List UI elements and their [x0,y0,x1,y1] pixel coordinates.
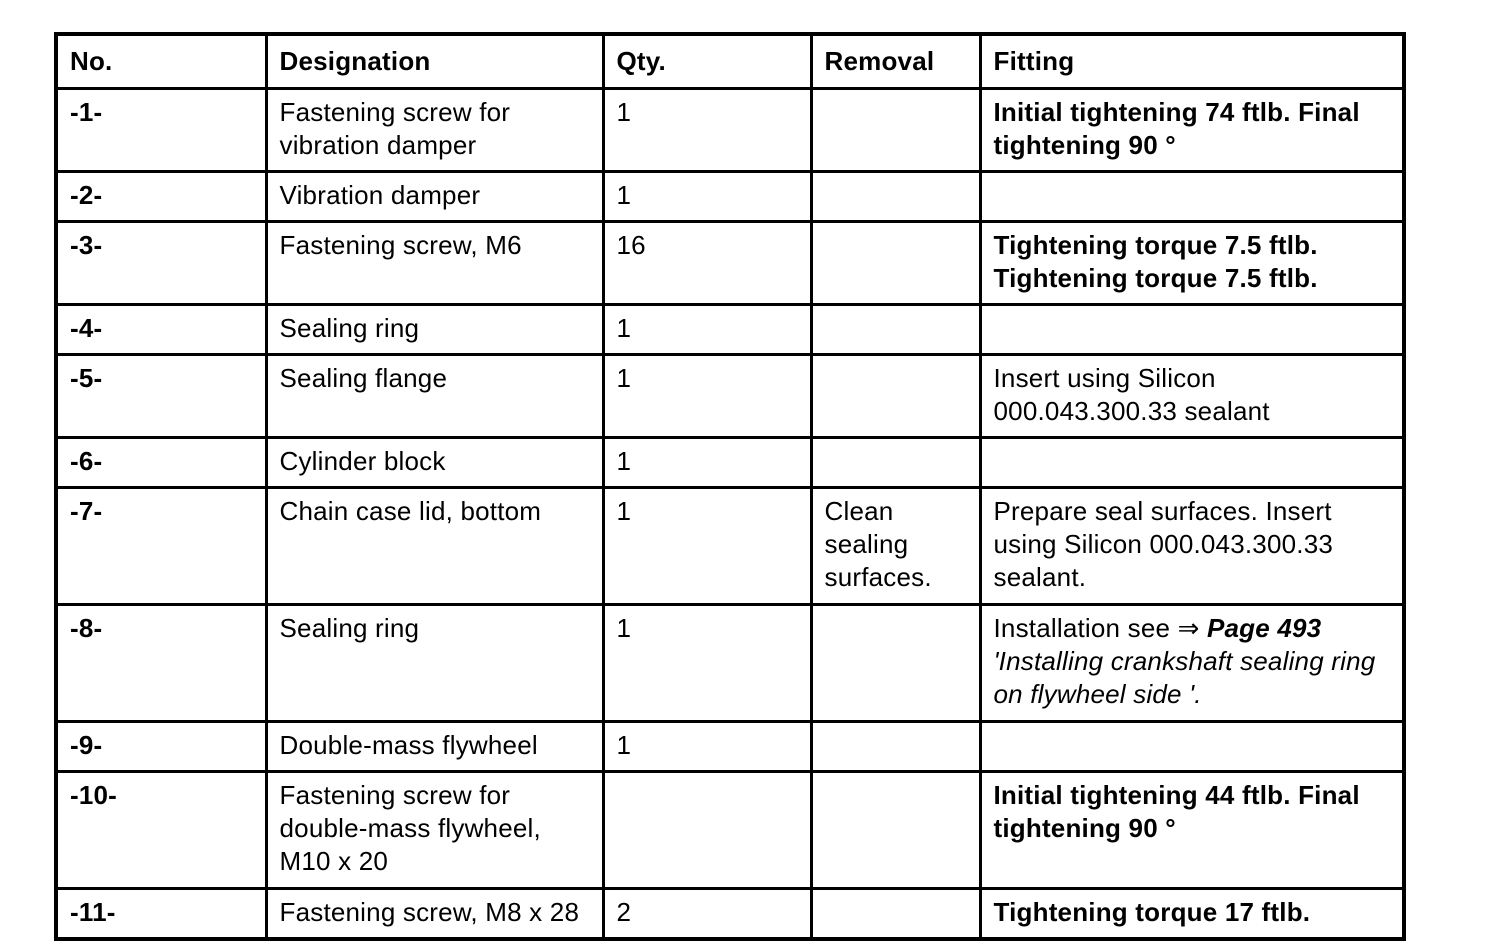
cell-designation: Sealing ring [266,305,603,355]
cell-qty: 1 [603,438,811,488]
header-designation: Designation [266,34,603,89]
cell-fitting [980,438,1404,488]
cell-no: -10- [56,772,266,889]
cell-designation: Double-mass flywheel [266,722,603,772]
cell-fitting: Prepare seal surfaces. Insert using Silicon 000.043.300.33 sealant. [980,488,1404,605]
cell-removal [811,722,980,772]
cell-qty: 1 [603,488,811,605]
cell-qty: 1 [603,605,811,722]
table-row [56,89,1404,172]
cell-designation: Fastening screw for vibration damper [266,89,603,172]
table-row [56,889,1404,940]
cell-no: -7- [56,488,266,605]
cell-qty: 1 [603,89,811,172]
page-reference-link[interactable] [1207,613,1321,643]
cell-qty: 16 [603,222,811,305]
cell-qty: 1 [603,722,811,772]
cell-fitting [980,605,1404,722]
header-qty: Qty. [603,34,811,89]
cell-no: -5- [56,355,266,438]
cell-fitting: Tightening torque 17 ftlb. [980,889,1404,940]
cell-fitting: Insert using Silicon 000.043.300.33 sealant [980,355,1404,438]
table-row [56,172,1404,222]
parts-table [54,32,1406,941]
header-removal: Removal [811,34,980,89]
cell-no: -9- [56,722,266,772]
header-fitting: Fitting [980,34,1404,89]
cell-designation: Fastening screw, M8 x 28 [266,889,603,940]
cell-removal [811,172,980,222]
cell-no: -4- [56,305,266,355]
cell-fitting: Tightening torque 7.5 ftlb. Tightening torque 7.5 ftlb. [980,222,1404,305]
table-row [56,722,1404,772]
cell-removal [811,89,980,172]
cell-qty: 1 [603,305,811,355]
cell-no: -1- [56,89,266,172]
table-row [56,222,1404,305]
cell-designation: Sealing ring [266,605,603,722]
table-row [56,438,1404,488]
table-row [56,772,1404,889]
cell-fitting [980,172,1404,222]
page-reference-title[interactable]: 'Installing crankshaft sealing ring on flywheel side '. [993,646,1376,709]
table-row [56,488,1404,605]
cell-removal [811,355,980,438]
cell-removal [811,889,980,940]
cell-fitting [980,722,1404,772]
cell-designation: Vibration damper [266,172,603,222]
cell-designation: Cylinder block [266,438,603,488]
table-row [56,355,1404,438]
cell-removal [811,305,980,355]
cell-no: -8- [56,605,266,722]
cell-fitting: Initial tightening 74 ftlb. Final tightening 90 ° [980,89,1404,172]
cell-designation: Fastening screw for double-mass flywheel, M10 x 20 [266,772,603,889]
cell-removal [811,605,980,722]
cell-no: -2- [56,172,266,222]
cell-fitting [980,305,1404,355]
cell-removal [811,222,980,305]
table-header-row [56,34,1404,89]
cell-designation: Fastening screw, M6 [266,222,603,305]
cell-no: -6- [56,438,266,488]
cell-qty: 2 [603,889,811,940]
header-no: No. [56,34,266,89]
table-row [56,605,1404,722]
table-row [56,305,1404,355]
cell-removal: Clean sealing surfaces. [811,488,980,605]
fitting-prefix: Installation see ⇒ [993,613,1207,643]
cell-no: -3- [56,222,266,305]
cell-designation: Chain case lid, bottom [266,488,603,605]
cell-designation: Sealing flange [266,355,603,438]
cell-qty: 1 [603,355,811,438]
cell-removal [811,438,980,488]
page-reference-number[interactable]: Page 493 [1206,613,1322,643]
cell-qty [603,772,811,889]
cell-qty: 1 [603,172,811,222]
cell-no: -11- [56,889,266,940]
cell-removal [811,772,980,889]
cell-fitting: Initial tightening 44 ftlb. Final tightening 90 ° [980,772,1404,889]
